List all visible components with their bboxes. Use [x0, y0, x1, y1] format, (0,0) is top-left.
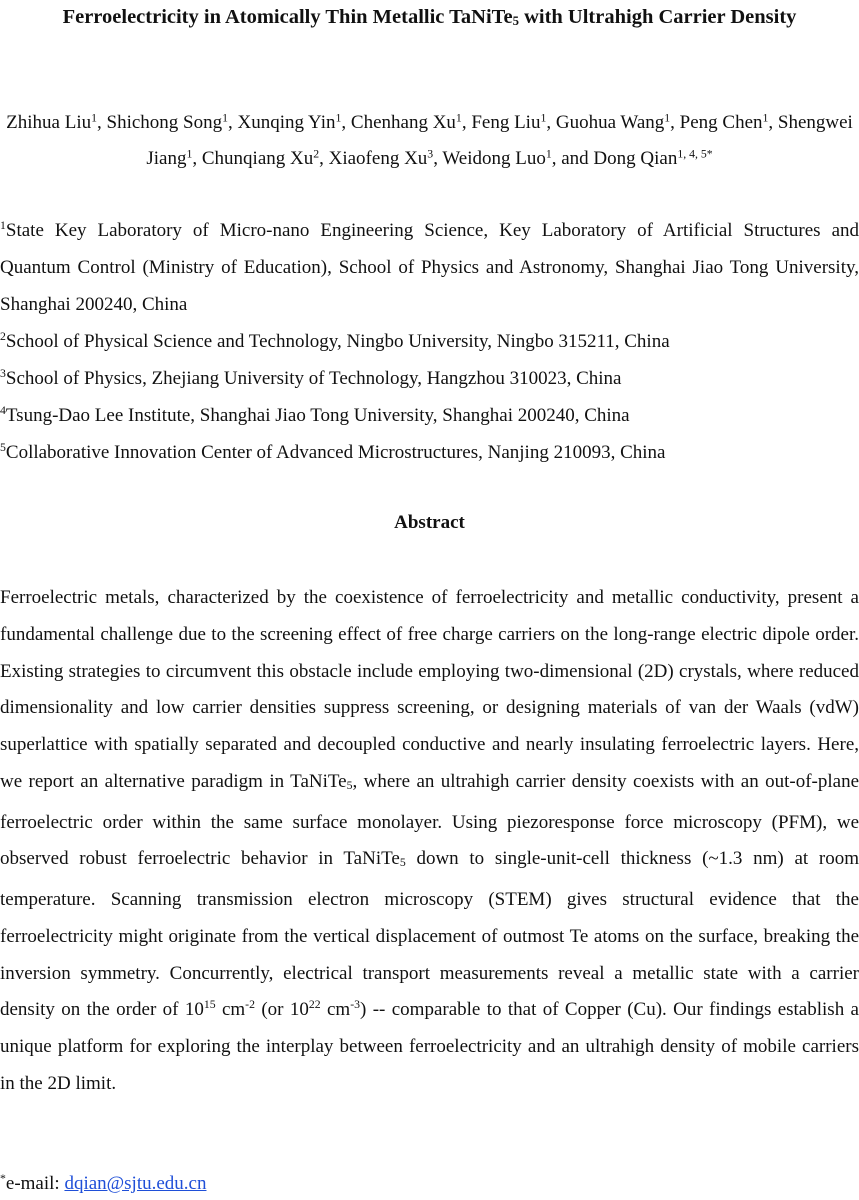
author-name: Weidong Luo	[442, 148, 546, 169]
affiliation-item	[0, 360, 859, 397]
affiliation-item	[0, 434, 859, 471]
author-affiliation-mark: 1	[91, 111, 98, 125]
affiliation-number: 2	[0, 329, 6, 343]
author-name: Chenhang Xu	[350, 112, 456, 133]
author-name: Xunqing Yin	[237, 112, 336, 133]
affiliation-list	[0, 212, 859, 471]
author-affiliation-mark: 1	[222, 111, 229, 125]
author-affiliation-mark: 1	[545, 147, 552, 161]
affiliation-number: 4	[0, 403, 6, 417]
author-list: Zhihua Liu$^1$, Shichong Song$^1$, Xunqing Yin$^1$, Chenhang Xu$^1$, Feng Liu$^1$, Guohua Wang$^1$, Peng Chen$^1$, Shengwei Jiang$^1$, Chunqiang Xu$^2$, Xiaofeng Xu$^3$, Weidong Luo$^1$, and Dong Qian$^{1, 4, 5*}$	[6, 111, 853, 169]
affiliation-number: 1	[0, 218, 6, 232]
paper-title: Ferroelectricity in Atomically Thin Metallic TaNiTe$_5$ with Ultrahigh Carrier Density	[62, 6, 797, 28]
affiliation-item	[0, 323, 859, 360]
abstract-body: Ferroelectric metals, characterized by the coexistence of ferroelectricity and metallic conductivity, present a fundamental challenge due to the screening effect of free charge carriers on the long-range electric dipole order. Existing strategies to circumvent this obstacle include employing two-dimensional (2D) crystals, where reduced dimensionality and low carrier densities suppress screening, or designing materials of van der Waals (vdW) superlattice with spatially separated and decoupled conductive and nearly insulating ferroelectric layers. Here, we report an alternative paradigm in TaNiTe$_5$, where an ultrahigh carrier density coexists with an out-of-plane ferroelectric order within the same surface monolayer. Using piezoresponse force microscopy (PFM), we observed robust ferroelectric behavior in TaNiTe$_5$ down to single-unit-cell thickness (~1.3 nm) at room temperature. Scanning transmission electron microscopy (STEM) gives structural evidence that the ferroelectricity might originate from the vertical displacement of outmost Te atoms on the surface, breaking the inversion symmetry. Concurrently, electrical transport measurements reveal a metallic state with a carrier density on the order of $10^{15}$ $cm^{-2}$ (or $10^{22}$ $cm^{-3}$) -- comparable to that of Copper (Cu). Our findings establish a unique platform for exploring the interplay between ferroelectricity and an ultrahigh density of mobile carriers in the 2D limit.	[0, 587, 859, 1094]
author-affiliation-mark: 1	[335, 111, 342, 125]
affiliation-text: Collaborative Innovation Center of Advanced Microstructures, Nanjing 210093, China	[5, 442, 666, 463]
author-affiliation-mark: 1	[540, 111, 547, 125]
affiliation-number: 5	[0, 440, 6, 454]
affiliation-item	[0, 212, 859, 323]
author-affiliation-mark: 1	[186, 147, 193, 161]
author-name: Peng Chen	[679, 112, 763, 133]
affiliation-number: 3	[0, 366, 6, 380]
author-affiliation-mark: 2	[313, 147, 320, 161]
author-affiliation-mark: 1	[664, 111, 671, 125]
email-link[interactable]: dqian@sjtu.edu.cn	[64, 1173, 207, 1194]
author-name: Zhihua Liu	[6, 112, 92, 133]
author-name: Guohua Wang	[555, 112, 665, 133]
affiliation-text: State Key Laboratory of Micro-nano Engineering Science, Key Laboratory of Artificial Structures and Quantum Control (Ministry of Education), School of Physics and Astronomy, Shanghai Jiao Tong University, Shanghai 200240, China	[0, 220, 859, 315]
affiliation-text: School of Physical Science and Technology, Ningbo University, Ningbo 315211, China	[5, 331, 670, 352]
author-name: Feng Liu	[471, 112, 541, 133]
footnote-label: e-mail:	[5, 1173, 65, 1194]
author-affiliation-mark: 1, 4, 5*	[677, 147, 713, 161]
affiliation-text: Tsung-Dao Lee Institute, Shanghai Jiao Tong University, Shanghai 200240, China	[5, 405, 630, 426]
author-affiliation-mark: 1	[762, 111, 769, 125]
author-name: Xiaofeng Xu	[328, 148, 428, 169]
corresponding-email-footnote	[0, 1168, 859, 1200]
author-name: Chunqiang Xu	[201, 148, 314, 169]
author-name: Shichong Song	[106, 112, 223, 133]
author-name: Dong Qian	[593, 148, 678, 169]
affiliation-text: School of Physics, Zhejiang University of Technology, Hangzhou 310023, China	[5, 368, 622, 389]
author-affiliation-mark: 3	[427, 147, 434, 161]
affiliation-item	[0, 397, 859, 434]
footnote-mark: *	[0, 1171, 6, 1185]
abstract-heading: Abstract	[394, 512, 465, 533]
author-name: Shengwei Jiang	[146, 112, 853, 169]
author-affiliation-mark: 1	[455, 111, 462, 125]
